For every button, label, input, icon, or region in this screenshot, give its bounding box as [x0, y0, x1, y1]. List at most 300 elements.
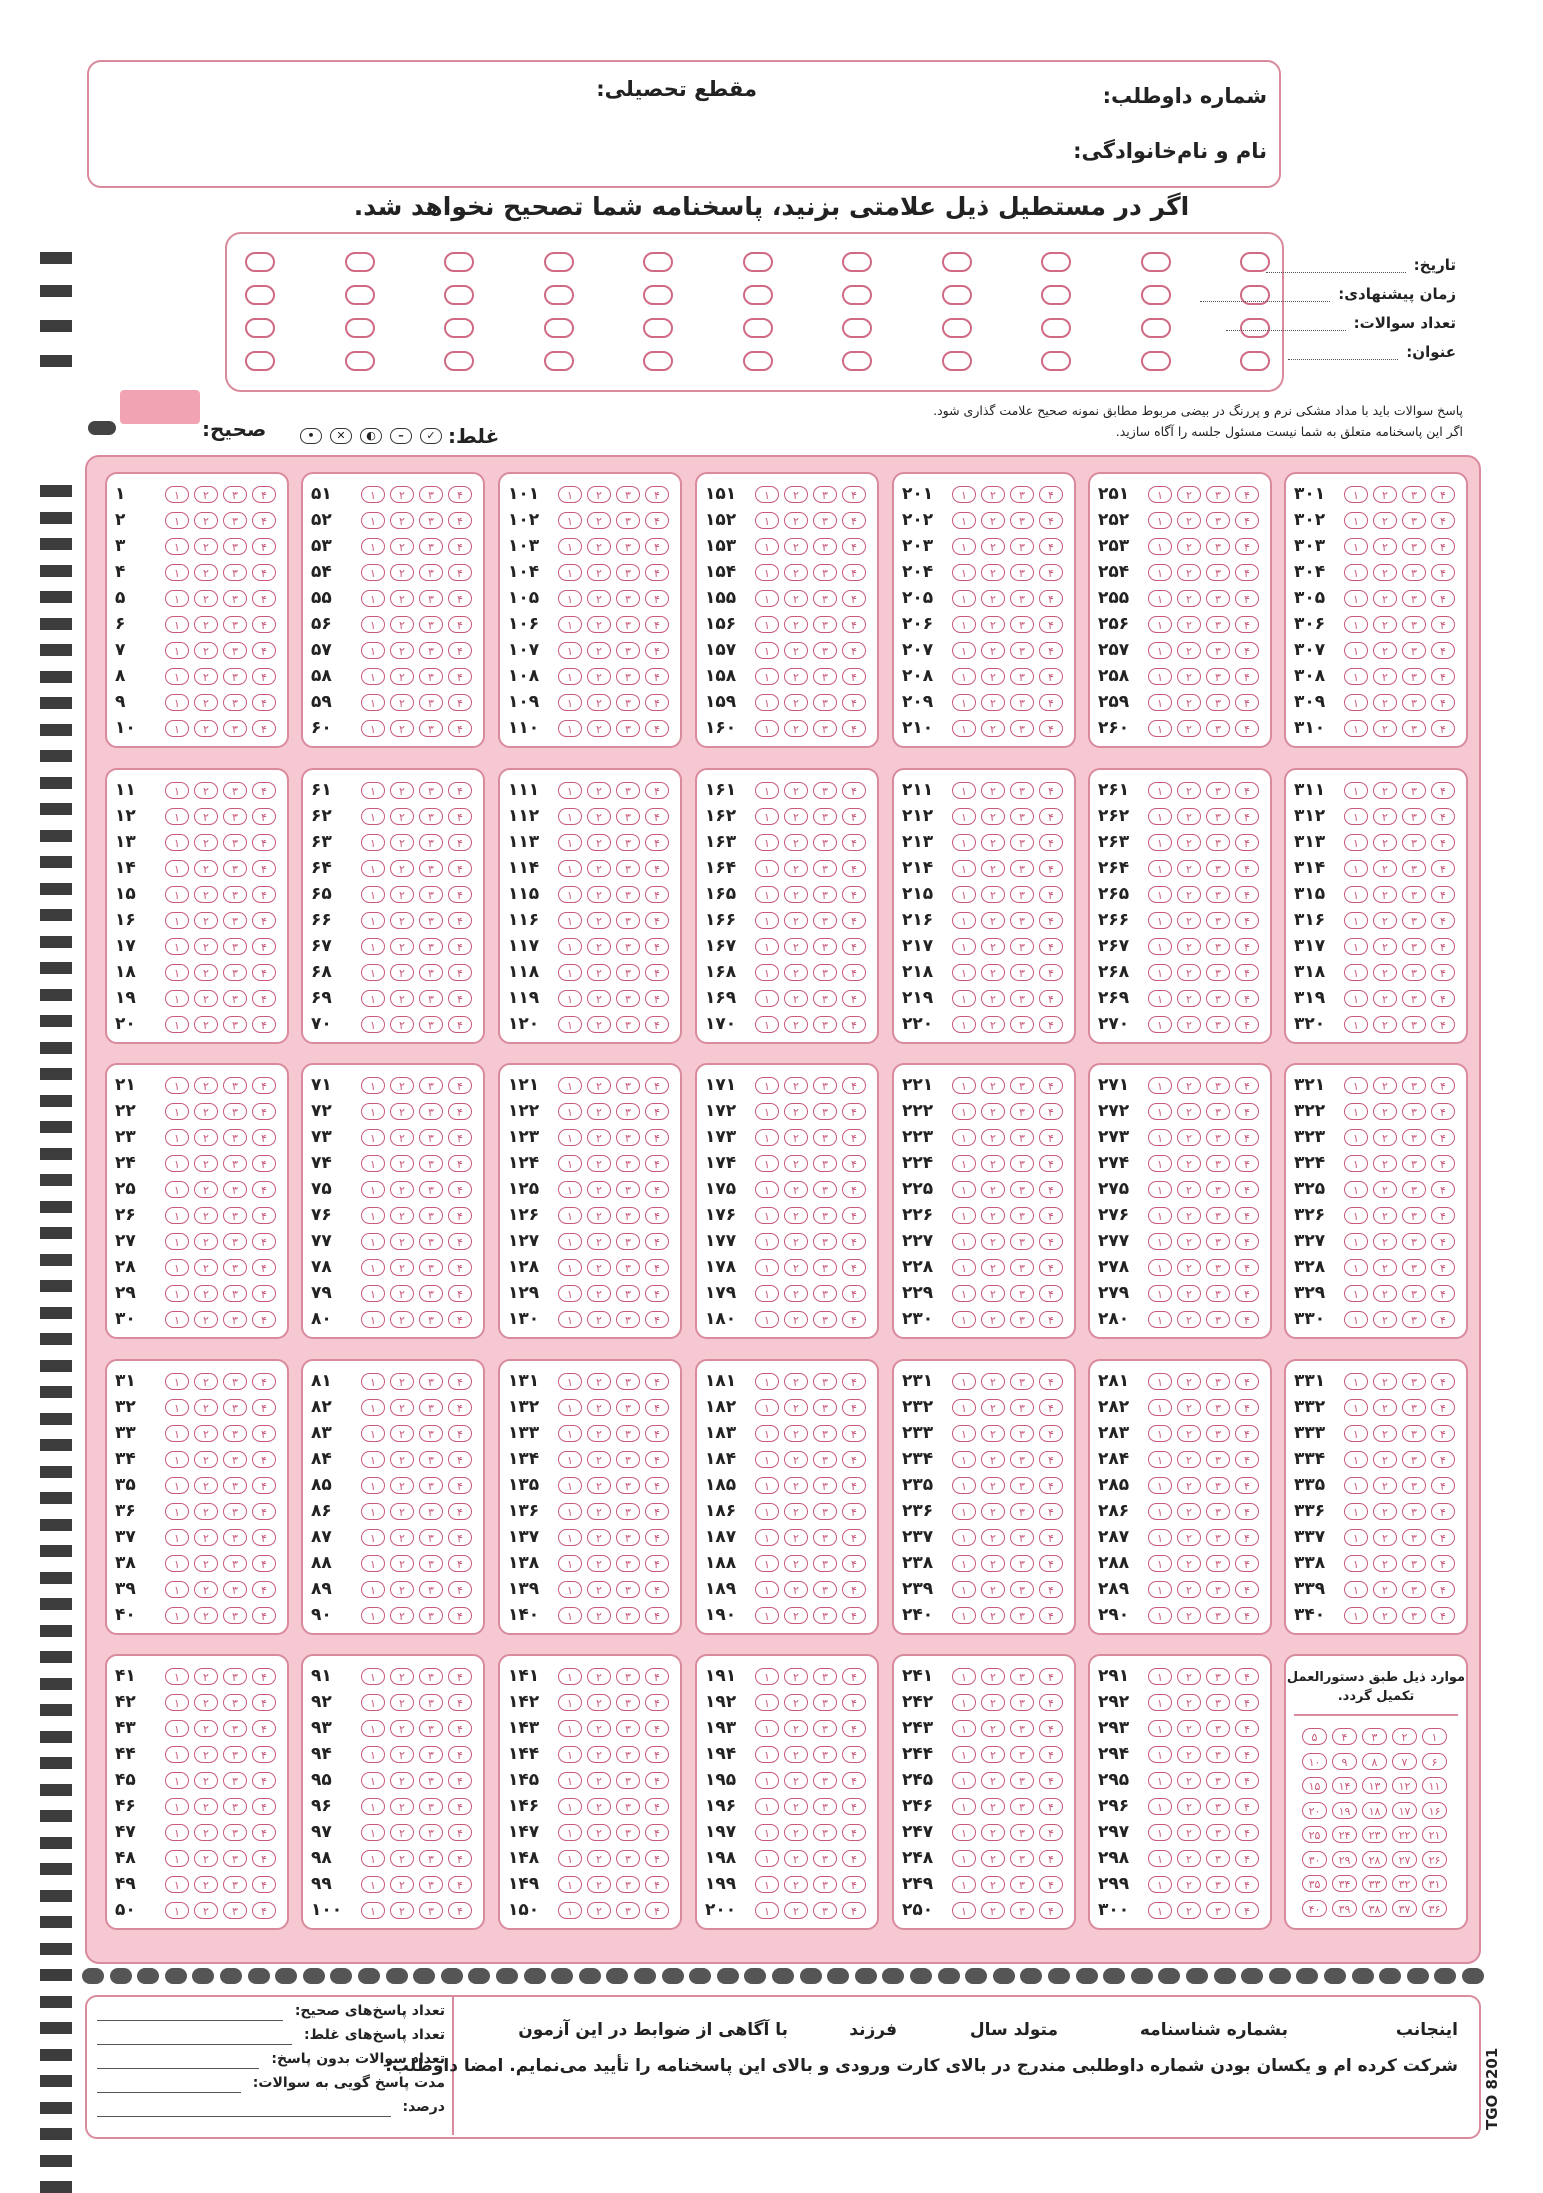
answer-bubble[interactable]: ۲: [784, 938, 808, 955]
answer-bubble[interactable]: ۴: [1039, 1720, 1063, 1737]
answer-bubble[interactable]: ۲: [784, 1824, 808, 1841]
answer-bubble[interactable]: ۳: [419, 1233, 443, 1250]
answer-bubble[interactable]: ۴: [842, 512, 866, 529]
answer-bubble[interactable]: ۱: [558, 1155, 582, 1172]
answer-bubble[interactable]: ۱: [1344, 642, 1368, 659]
answer-bubble[interactable]: ۴: [448, 1077, 472, 1094]
answer-bubble[interactable]: ۳: [813, 642, 837, 659]
answer-bubble[interactable]: ۴: [1431, 642, 1455, 659]
answer-bubble[interactable]: ۲: [1373, 886, 1397, 903]
answer-bubble[interactable]: ۳: [1010, 1876, 1034, 1893]
answer-bubble[interactable]: ۴: [645, 590, 669, 607]
answer-bubble[interactable]: ۴: [448, 964, 472, 981]
answer-bubble[interactable]: ۲: [1177, 886, 1201, 903]
answer-bubble[interactable]: ۳: [1010, 1720, 1034, 1737]
answer-bubble[interactable]: ۳: [1402, 1181, 1426, 1198]
answer-bubble[interactable]: ۳: [1206, 886, 1230, 903]
answer-bubble[interactable]: ۳: [419, 564, 443, 581]
answer-bubble[interactable]: ۱: [558, 1077, 582, 1094]
answer-bubble[interactable]: ۴: [1235, 938, 1259, 955]
answer-bubble[interactable]: ۱: [558, 808, 582, 825]
answer-bubble[interactable]: ۳: [419, 1824, 443, 1841]
answer-bubble[interactable]: ۴: [645, 538, 669, 555]
answer-bubble[interactable]: ۴: [448, 1798, 472, 1815]
code-bubble[interactable]: [245, 351, 275, 371]
answer-bubble[interactable]: ۳: [616, 1451, 640, 1468]
code-bubble[interactable]: [345, 318, 375, 338]
answer-bubble[interactable]: ۳: [419, 1503, 443, 1520]
answer-bubble[interactable]: ۴: [1039, 564, 1063, 581]
answer-bubble[interactable]: ۱: [361, 964, 385, 981]
answer-bubble[interactable]: ۴: [252, 486, 276, 503]
answer-bubble[interactable]: ۴: [842, 1555, 866, 1572]
code-bubble[interactable]: [1141, 252, 1171, 272]
answer-bubble[interactable]: ۴: [842, 808, 866, 825]
answer-bubble[interactable]: ۲: [1177, 1207, 1201, 1224]
answer-bubble[interactable]: ۳: [1010, 1077, 1034, 1094]
meta-field-line[interactable]: [1200, 301, 1330, 302]
answer-bubble[interactable]: ۱: [952, 1425, 976, 1442]
answer-bubble[interactable]: ۳: [223, 720, 247, 737]
answer-bubble[interactable]: ۱: [952, 1129, 976, 1146]
answer-bubble[interactable]: ۱: [755, 1016, 779, 1033]
answer-bubble[interactable]: ۲: [1373, 1311, 1397, 1328]
answer-bubble[interactable]: ۲: [784, 886, 808, 903]
answer-bubble[interactable]: ۲: [784, 1129, 808, 1146]
answer-bubble[interactable]: ۲: [981, 1772, 1005, 1789]
code-bubble[interactable]: [942, 318, 972, 338]
answer-bubble[interactable]: ۱: [165, 1451, 189, 1468]
answer-bubble[interactable]: ۳: [1206, 912, 1230, 929]
answer-bubble[interactable]: ۳: [616, 1902, 640, 1919]
answer-bubble[interactable]: ۲: [1373, 1425, 1397, 1442]
answer-bubble[interactable]: ۱: [952, 1694, 976, 1711]
answer-bubble[interactable]: ۲: [981, 990, 1005, 1007]
answer-bubble[interactable]: ۲: [981, 912, 1005, 929]
answer-bubble[interactable]: ۲: [784, 1529, 808, 1546]
answer-bubble[interactable]: ۴: [842, 1529, 866, 1546]
instruction-bubble[interactable]: ۱۱: [1422, 1777, 1447, 1794]
answer-bubble[interactable]: ۱: [1344, 1311, 1368, 1328]
answer-bubble[interactable]: ۴: [448, 720, 472, 737]
answer-bubble[interactable]: ۲: [1373, 1077, 1397, 1094]
answer-bubble[interactable]: ۲: [194, 1529, 218, 1546]
answer-bubble[interactable]: ۱: [361, 1798, 385, 1815]
instruction-bubble[interactable]: ۲۲: [1392, 1826, 1417, 1843]
answer-bubble[interactable]: ۲: [784, 1425, 808, 1442]
answer-bubble[interactable]: ۳: [813, 1077, 837, 1094]
answer-bubble[interactable]: ۱: [165, 1129, 189, 1146]
answer-bubble[interactable]: ۴: [1431, 1581, 1455, 1598]
answer-bubble[interactable]: ۲: [1373, 834, 1397, 851]
answer-bubble[interactable]: ۱: [361, 1425, 385, 1442]
instruction-bubble[interactable]: ۲۶: [1422, 1851, 1447, 1868]
score-field-line[interactable]: [97, 2116, 391, 2117]
answer-bubble[interactable]: ۳: [1206, 564, 1230, 581]
answer-bubble[interactable]: ۲: [784, 1798, 808, 1815]
answer-bubble[interactable]: ۴: [842, 1077, 866, 1094]
answer-bubble[interactable]: ۳: [1402, 1477, 1426, 1494]
answer-bubble[interactable]: ۲: [981, 808, 1005, 825]
answer-bubble[interactable]: ۲: [390, 1555, 414, 1572]
answer-bubble[interactable]: ۳: [1206, 1668, 1230, 1685]
answer-bubble[interactable]: ۳: [813, 1581, 837, 1598]
answer-bubble[interactable]: ۱: [1148, 1798, 1172, 1815]
answer-bubble[interactable]: ۲: [784, 912, 808, 929]
answer-bubble[interactable]: ۴: [1235, 1233, 1259, 1250]
answer-bubble[interactable]: ۲: [1177, 1668, 1201, 1685]
answer-bubble[interactable]: ۳: [1010, 1016, 1034, 1033]
answer-bubble[interactable]: ۳: [1206, 486, 1230, 503]
answer-bubble[interactable]: ۲: [587, 1155, 611, 1172]
answer-bubble[interactable]: ۴: [448, 616, 472, 633]
answer-bubble[interactable]: ۴: [842, 964, 866, 981]
answer-bubble[interactable]: ۳: [1206, 720, 1230, 737]
answer-bubble[interactable]: ۲: [390, 782, 414, 799]
answer-bubble[interactable]: ۲: [981, 1285, 1005, 1302]
answer-bubble[interactable]: ۲: [981, 642, 1005, 659]
answer-bubble[interactable]: ۲: [390, 590, 414, 607]
answer-bubble[interactable]: ۱: [1148, 1772, 1172, 1789]
answer-bubble[interactable]: ۱: [361, 538, 385, 555]
answer-bubble[interactable]: ۲: [784, 1207, 808, 1224]
answer-bubble[interactable]: ۲: [194, 1207, 218, 1224]
answer-bubble[interactable]: ۴: [448, 1746, 472, 1763]
answer-bubble[interactable]: ۱: [1344, 564, 1368, 581]
answer-bubble[interactable]: ۱: [361, 1451, 385, 1468]
answer-bubble[interactable]: ۲: [587, 1451, 611, 1468]
answer-bubble[interactable]: ۱: [755, 964, 779, 981]
answer-bubble[interactable]: ۲: [981, 1311, 1005, 1328]
answer-bubble[interactable]: ۳: [616, 1581, 640, 1598]
answer-bubble[interactable]: ۱: [165, 938, 189, 955]
answer-bubble[interactable]: ۲: [587, 938, 611, 955]
answer-bubble[interactable]: ۳: [223, 1233, 247, 1250]
answer-bubble[interactable]: ۴: [1431, 1555, 1455, 1572]
answer-bubble[interactable]: ۳: [1206, 1425, 1230, 1442]
instruction-bubble[interactable]: ۲۰: [1302, 1802, 1327, 1819]
answer-bubble[interactable]: ۴: [1235, 1694, 1259, 1711]
answer-bubble[interactable]: ۲: [981, 1207, 1005, 1224]
answer-bubble[interactable]: ۲: [587, 1181, 611, 1198]
answer-bubble[interactable]: ۴: [645, 1399, 669, 1416]
answer-bubble[interactable]: ۳: [1402, 694, 1426, 711]
answer-bubble[interactable]: ۱: [755, 834, 779, 851]
answer-bubble[interactable]: ۱: [952, 1311, 976, 1328]
answer-bubble[interactable]: ۱: [558, 486, 582, 503]
answer-bubble[interactable]: ۲: [194, 1581, 218, 1598]
answer-bubble[interactable]: ۱: [1148, 1129, 1172, 1146]
answer-bubble[interactable]: ۴: [842, 1129, 866, 1146]
answer-bubble[interactable]: ۱: [755, 1129, 779, 1146]
answer-bubble[interactable]: ۲: [784, 1555, 808, 1572]
code-bubble[interactable]: [245, 285, 275, 305]
answer-bubble[interactable]: ۳: [223, 1902, 247, 1919]
answer-bubble[interactable]: ۲: [981, 782, 1005, 799]
answer-bubble[interactable]: ۲: [194, 1233, 218, 1250]
answer-bubble[interactable]: ۳: [1206, 1850, 1230, 1867]
answer-bubble[interactable]: ۳: [1402, 1451, 1426, 1468]
code-bubble[interactable]: [1141, 351, 1171, 371]
answer-bubble[interactable]: ۴: [1039, 808, 1063, 825]
answer-bubble[interactable]: ۳: [813, 782, 837, 799]
answer-bubble[interactable]: ۴: [645, 1477, 669, 1494]
answer-bubble[interactable]: ۲: [1373, 616, 1397, 633]
answer-bubble[interactable]: ۴: [448, 834, 472, 851]
answer-bubble[interactable]: ۴: [252, 1259, 276, 1276]
answer-bubble[interactable]: ۳: [223, 1876, 247, 1893]
answer-bubble[interactable]: ۲: [587, 1373, 611, 1390]
instruction-bubble[interactable]: ۹: [1332, 1753, 1357, 1770]
answer-bubble[interactable]: ۴: [1039, 1876, 1063, 1893]
answer-bubble[interactable]: ۲: [587, 1824, 611, 1841]
answer-bubble[interactable]: ۳: [1010, 834, 1034, 851]
answer-bubble[interactable]: ۳: [1010, 1607, 1034, 1624]
answer-bubble[interactable]: ۴: [448, 694, 472, 711]
answer-bubble[interactable]: ۳: [616, 512, 640, 529]
answer-bubble[interactable]: ۳: [1010, 1581, 1034, 1598]
answer-bubble[interactable]: ۳: [616, 1077, 640, 1094]
answer-bubble[interactable]: ۳: [1402, 1311, 1426, 1328]
answer-bubble[interactable]: ۲: [981, 1233, 1005, 1250]
answer-bubble[interactable]: ۴: [1039, 1077, 1063, 1094]
answer-bubble[interactable]: ۲: [784, 834, 808, 851]
answer-bubble[interactable]: ۳: [616, 1181, 640, 1198]
answer-bubble[interactable]: ۳: [1206, 1399, 1230, 1416]
answer-bubble[interactable]: ۱: [755, 1607, 779, 1624]
answer-bubble[interactable]: ۱: [1344, 1016, 1368, 1033]
answer-bubble[interactable]: ۳: [616, 1155, 640, 1172]
answer-bubble[interactable]: ۴: [645, 938, 669, 955]
answer-bubble[interactable]: ۲: [587, 1207, 611, 1224]
score-field-line[interactable]: [97, 2092, 241, 2093]
answer-bubble[interactable]: ۲: [194, 1129, 218, 1146]
answer-bubble[interactable]: ۱: [558, 1207, 582, 1224]
meta-field-line[interactable]: [1266, 272, 1406, 273]
answer-bubble[interactable]: ۴: [1235, 590, 1259, 607]
answer-bubble[interactable]: ۳: [813, 1016, 837, 1033]
answer-bubble[interactable]: ۱: [558, 990, 582, 1007]
answer-bubble[interactable]: ۴: [252, 1129, 276, 1146]
answer-bubble[interactable]: ۳: [813, 1233, 837, 1250]
answer-bubble[interactable]: ۳: [1010, 1103, 1034, 1120]
answer-bubble[interactable]: ۳: [813, 1155, 837, 1172]
answer-bubble[interactable]: ۱: [165, 1694, 189, 1711]
answer-bubble[interactable]: ۲: [981, 1451, 1005, 1468]
answer-bubble[interactable]: ۴: [252, 938, 276, 955]
answer-bubble[interactable]: ۲: [981, 1529, 1005, 1546]
answer-bubble[interactable]: ۱: [952, 694, 976, 711]
answer-bubble[interactable]: ۲: [981, 1259, 1005, 1276]
answer-bubble[interactable]: ۱: [165, 590, 189, 607]
answer-bubble[interactable]: ۳: [1010, 886, 1034, 903]
answer-bubble[interactable]: ۲: [981, 1850, 1005, 1867]
answer-bubble[interactable]: ۱: [1344, 1425, 1368, 1442]
answer-bubble[interactable]: ۲: [194, 1555, 218, 1572]
answer-bubble[interactable]: ۳: [419, 1077, 443, 1094]
instruction-bubble[interactable]: ۳۲: [1392, 1875, 1417, 1892]
answer-bubble[interactable]: ۱: [1344, 1103, 1368, 1120]
answer-bubble[interactable]: ۱: [558, 1607, 582, 1624]
answer-bubble[interactable]: ۴: [645, 1720, 669, 1737]
answer-bubble[interactable]: ۱: [558, 1798, 582, 1815]
answer-bubble[interactable]: ۲: [390, 1077, 414, 1094]
answer-bubble[interactable]: ۲: [784, 1668, 808, 1685]
instruction-bubble[interactable]: ۶: [1422, 1753, 1447, 1770]
answer-bubble[interactable]: ۴: [1431, 1477, 1455, 1494]
answer-bubble[interactable]: ۲: [390, 642, 414, 659]
instruction-bubble[interactable]: ۲: [1392, 1728, 1417, 1745]
answer-bubble[interactable]: ۳: [1206, 1077, 1230, 1094]
answer-bubble[interactable]: ۲: [784, 538, 808, 555]
answer-bubble[interactable]: ۳: [223, 1451, 247, 1468]
answer-bubble[interactable]: ۳: [813, 512, 837, 529]
answer-bubble[interactable]: ۳: [419, 642, 443, 659]
answer-bubble[interactable]: ۳: [1206, 1607, 1230, 1624]
answer-bubble[interactable]: ۱: [1148, 1824, 1172, 1841]
answer-bubble[interactable]: ۴: [448, 1311, 472, 1328]
answer-bubble[interactable]: ۴: [1235, 1902, 1259, 1919]
code-bubble[interactable]: [444, 351, 474, 371]
answer-bubble[interactable]: ۲: [194, 668, 218, 685]
answer-bubble[interactable]: ۴: [252, 1607, 276, 1624]
instruction-bubble[interactable]: ۲۸: [1362, 1851, 1387, 1868]
answer-bubble[interactable]: ۴: [645, 1694, 669, 1711]
answer-bubble[interactable]: ۴: [1431, 1181, 1455, 1198]
answer-bubble[interactable]: ۳: [616, 834, 640, 851]
answer-bubble[interactable]: ۳: [813, 1259, 837, 1276]
answer-bubble[interactable]: ۴: [1039, 1555, 1063, 1572]
answer-bubble[interactable]: ۴: [1039, 1694, 1063, 1711]
answer-bubble[interactable]: ۴: [1235, 668, 1259, 685]
answer-bubble[interactable]: ۴: [1431, 1607, 1455, 1624]
answer-bubble[interactable]: ۱: [1344, 538, 1368, 555]
answer-bubble[interactable]: ۴: [1431, 1207, 1455, 1224]
answer-bubble[interactable]: ۴: [1039, 912, 1063, 929]
answer-bubble[interactable]: ۴: [1235, 1503, 1259, 1520]
answer-bubble[interactable]: ۲: [784, 782, 808, 799]
answer-bubble[interactable]: ۴: [1039, 964, 1063, 981]
answer-bubble[interactable]: ۴: [1039, 1155, 1063, 1172]
answer-bubble[interactable]: ۴: [1431, 886, 1455, 903]
answer-bubble[interactable]: ۱: [361, 1668, 385, 1685]
answer-bubble[interactable]: ۲: [587, 1399, 611, 1416]
answer-bubble[interactable]: ۴: [252, 1503, 276, 1520]
answer-bubble[interactable]: ۱: [952, 538, 976, 555]
answer-bubble[interactable]: ۴: [1431, 1425, 1455, 1442]
answer-bubble[interactable]: ۳: [419, 964, 443, 981]
answer-bubble[interactable]: ۱: [755, 668, 779, 685]
answer-bubble[interactable]: ۳: [223, 1581, 247, 1598]
answer-bubble[interactable]: ۲: [194, 1285, 218, 1302]
answer-bubble[interactable]: ۱: [952, 1850, 976, 1867]
answer-bubble[interactable]: ۴: [1235, 886, 1259, 903]
answer-bubble[interactable]: ۳: [1206, 990, 1230, 1007]
answer-bubble[interactable]: ۳: [616, 1477, 640, 1494]
answer-bubble[interactable]: ۴: [645, 1668, 669, 1685]
code-bubble[interactable]: [842, 318, 872, 338]
answer-bubble[interactable]: ۳: [419, 1259, 443, 1276]
answer-bubble[interactable]: ۲: [390, 990, 414, 1007]
answer-bubble[interactable]: ۲: [390, 1181, 414, 1198]
answer-bubble[interactable]: ۳: [1206, 1477, 1230, 1494]
answer-bubble[interactable]: ۳: [1206, 1720, 1230, 1737]
answer-bubble[interactable]: ۳: [1402, 1259, 1426, 1276]
answer-bubble[interactable]: ۴: [1431, 616, 1455, 633]
answer-bubble[interactable]: ۳: [813, 886, 837, 903]
answer-bubble[interactable]: ۳: [1402, 668, 1426, 685]
answer-bubble[interactable]: ۴: [842, 1668, 866, 1685]
answer-bubble[interactable]: ۴: [252, 1746, 276, 1763]
answer-bubble[interactable]: ۴: [842, 1876, 866, 1893]
answer-bubble[interactable]: ۱: [1344, 512, 1368, 529]
answer-bubble[interactable]: ۴: [252, 860, 276, 877]
answer-bubble[interactable]: ۳: [223, 642, 247, 659]
answer-bubble[interactable]: ۲: [194, 1694, 218, 1711]
answer-bubble[interactable]: ۱: [1344, 1451, 1368, 1468]
answer-bubble[interactable]: ۲: [587, 1425, 611, 1442]
answer-bubble[interactable]: ۲: [390, 720, 414, 737]
answer-bubble[interactable]: ۴: [842, 860, 866, 877]
answer-bubble[interactable]: ۲: [390, 1103, 414, 1120]
answer-bubble[interactable]: ۱: [558, 964, 582, 981]
answer-bubble[interactable]: ۳: [419, 834, 443, 851]
answer-bubble[interactable]: ۱: [361, 782, 385, 799]
answer-bubble[interactable]: ۳: [223, 860, 247, 877]
answer-bubble[interactable]: ۳: [419, 808, 443, 825]
answer-bubble[interactable]: ۴: [252, 1103, 276, 1120]
answer-bubble[interactable]: ۲: [587, 1129, 611, 1146]
instruction-bubble[interactable]: ۲۳: [1362, 1826, 1387, 1843]
answer-bubble[interactable]: ۲: [587, 1694, 611, 1711]
answer-bubble[interactable]: ۲: [390, 912, 414, 929]
answer-bubble[interactable]: ۳: [419, 1451, 443, 1468]
answer-bubble[interactable]: ۱: [165, 1103, 189, 1120]
answer-bubble[interactable]: ۱: [165, 1373, 189, 1390]
answer-bubble[interactable]: ۳: [419, 1311, 443, 1328]
code-bubble[interactable]: [743, 318, 773, 338]
answer-bubble[interactable]: ۳: [813, 1451, 837, 1468]
answer-bubble[interactable]: ۳: [616, 912, 640, 929]
answer-bubble[interactable]: ۱: [1148, 964, 1172, 981]
answer-bubble[interactable]: ۳: [223, 1016, 247, 1033]
answer-bubble[interactable]: ۱: [361, 564, 385, 581]
answer-bubble[interactable]: ۱: [361, 694, 385, 711]
answer-bubble[interactable]: ۳: [223, 990, 247, 1007]
answer-bubble[interactable]: ۳: [1010, 1399, 1034, 1416]
answer-bubble[interactable]: ۱: [1344, 1581, 1368, 1598]
answer-bubble[interactable]: ۲: [194, 1746, 218, 1763]
answer-bubble[interactable]: ۱: [1344, 1373, 1368, 1390]
answer-bubble[interactable]: ۱: [755, 1694, 779, 1711]
answer-bubble[interactable]: ۱: [755, 1399, 779, 1416]
code-bubble[interactable]: [842, 351, 872, 371]
answer-bubble[interactable]: ۴: [1039, 1503, 1063, 1520]
answer-bubble[interactable]: ۳: [616, 782, 640, 799]
code-bubble[interactable]: [643, 318, 673, 338]
answer-bubble[interactable]: ۳: [1010, 1311, 1034, 1328]
answer-bubble[interactable]: ۲: [587, 1720, 611, 1737]
answer-bubble[interactable]: ۳: [813, 486, 837, 503]
answer-bubble[interactable]: ۲: [784, 1155, 808, 1172]
answer-bubble[interactable]: ۲: [981, 834, 1005, 851]
answer-bubble[interactable]: ۱: [558, 1772, 582, 1789]
answer-bubble[interactable]: ۱: [1344, 668, 1368, 685]
answer-bubble[interactable]: ۳: [1206, 1181, 1230, 1198]
answer-bubble[interactable]: ۱: [1148, 1373, 1172, 1390]
answer-bubble[interactable]: ۲: [1177, 912, 1201, 929]
answer-bubble[interactable]: ۳: [813, 1425, 837, 1442]
